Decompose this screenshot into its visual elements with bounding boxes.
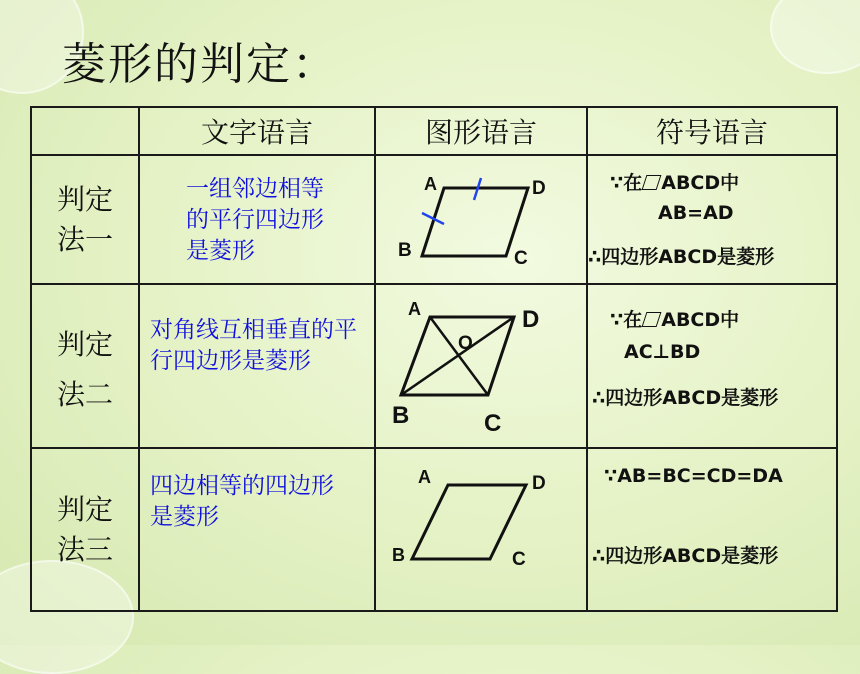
figure-cell (375, 448, 587, 611)
symbol-because: ∵在 ABCD中 (610, 309, 740, 331)
point-label-a: A (424, 174, 437, 194)
header-figure-language: 图形语言 (375, 107, 587, 155)
parallelogram-icon (642, 312, 662, 327)
point-label-a: A (408, 299, 421, 319)
table-header-row (31, 107, 837, 155)
symbol-language-cell (587, 155, 837, 284)
rhombus-figure-adjacent-sides (376, 156, 588, 283)
figure-cell (375, 284, 587, 448)
point-label-b: B (392, 402, 410, 429)
symbol-language-cell (587, 448, 837, 611)
point-label-b: B (392, 545, 405, 565)
row-label: 判定 法二 (31, 284, 139, 448)
table-row (31, 284, 837, 448)
table-row (31, 448, 837, 611)
text-language-cell (139, 284, 375, 448)
criteria-table (30, 106, 838, 612)
text-language-cell (139, 155, 375, 284)
row-label: 判定 法一 (31, 155, 139, 284)
point-label-d: D (532, 178, 546, 199)
decoration-circle (770, 0, 860, 74)
symbol-conclusion: ∴四边形ABCD是菱形 (592, 545, 779, 567)
symbol-because: ∵在 ABCD中 (610, 172, 740, 194)
point-label-c: C (484, 410, 502, 437)
point-label-o: O (458, 333, 473, 354)
page-title: 菱形的判定： (62, 39, 338, 90)
table-row (31, 155, 837, 284)
symbol-conclusion: ∴四边形ABCD是菱形 (588, 246, 775, 268)
point-label-c: C (514, 248, 528, 269)
point-label-c: C (512, 549, 526, 570)
header-symbol-language: 符号语言 (587, 107, 837, 155)
criterion-text: 对角线互相垂直的平行四边形是菱形 (150, 317, 357, 374)
point-label-b: B (398, 240, 412, 261)
symbol-condition: AC⊥BD (624, 341, 701, 363)
header-text-language: 文字语言 (139, 107, 375, 155)
rhombus-figure-equal-sides (376, 449, 588, 610)
symbol-condition: ∵AB=BC=CD=DA (604, 465, 783, 487)
point-label-a: A (418, 467, 431, 487)
figure-cell (375, 155, 587, 284)
symbol-conclusion: ∴四边形ABCD是菱形 (592, 387, 779, 409)
rhombus-figure-diagonals (376, 285, 588, 447)
text-language-cell (139, 448, 375, 611)
parallelogram-icon (642, 175, 662, 190)
point-label-d: D (522, 306, 540, 333)
criterion-text: 四边相等的四边形是菱形 (150, 473, 334, 530)
header-blank (31, 107, 139, 155)
symbol-condition: AB=AD (658, 202, 734, 224)
row-label: 判定 法三 (31, 448, 139, 611)
point-label-d: D (532, 473, 546, 494)
symbol-language-cell (587, 284, 837, 448)
criterion-text: 一组邻边相等的平行四边形是菱形 (186, 176, 324, 264)
